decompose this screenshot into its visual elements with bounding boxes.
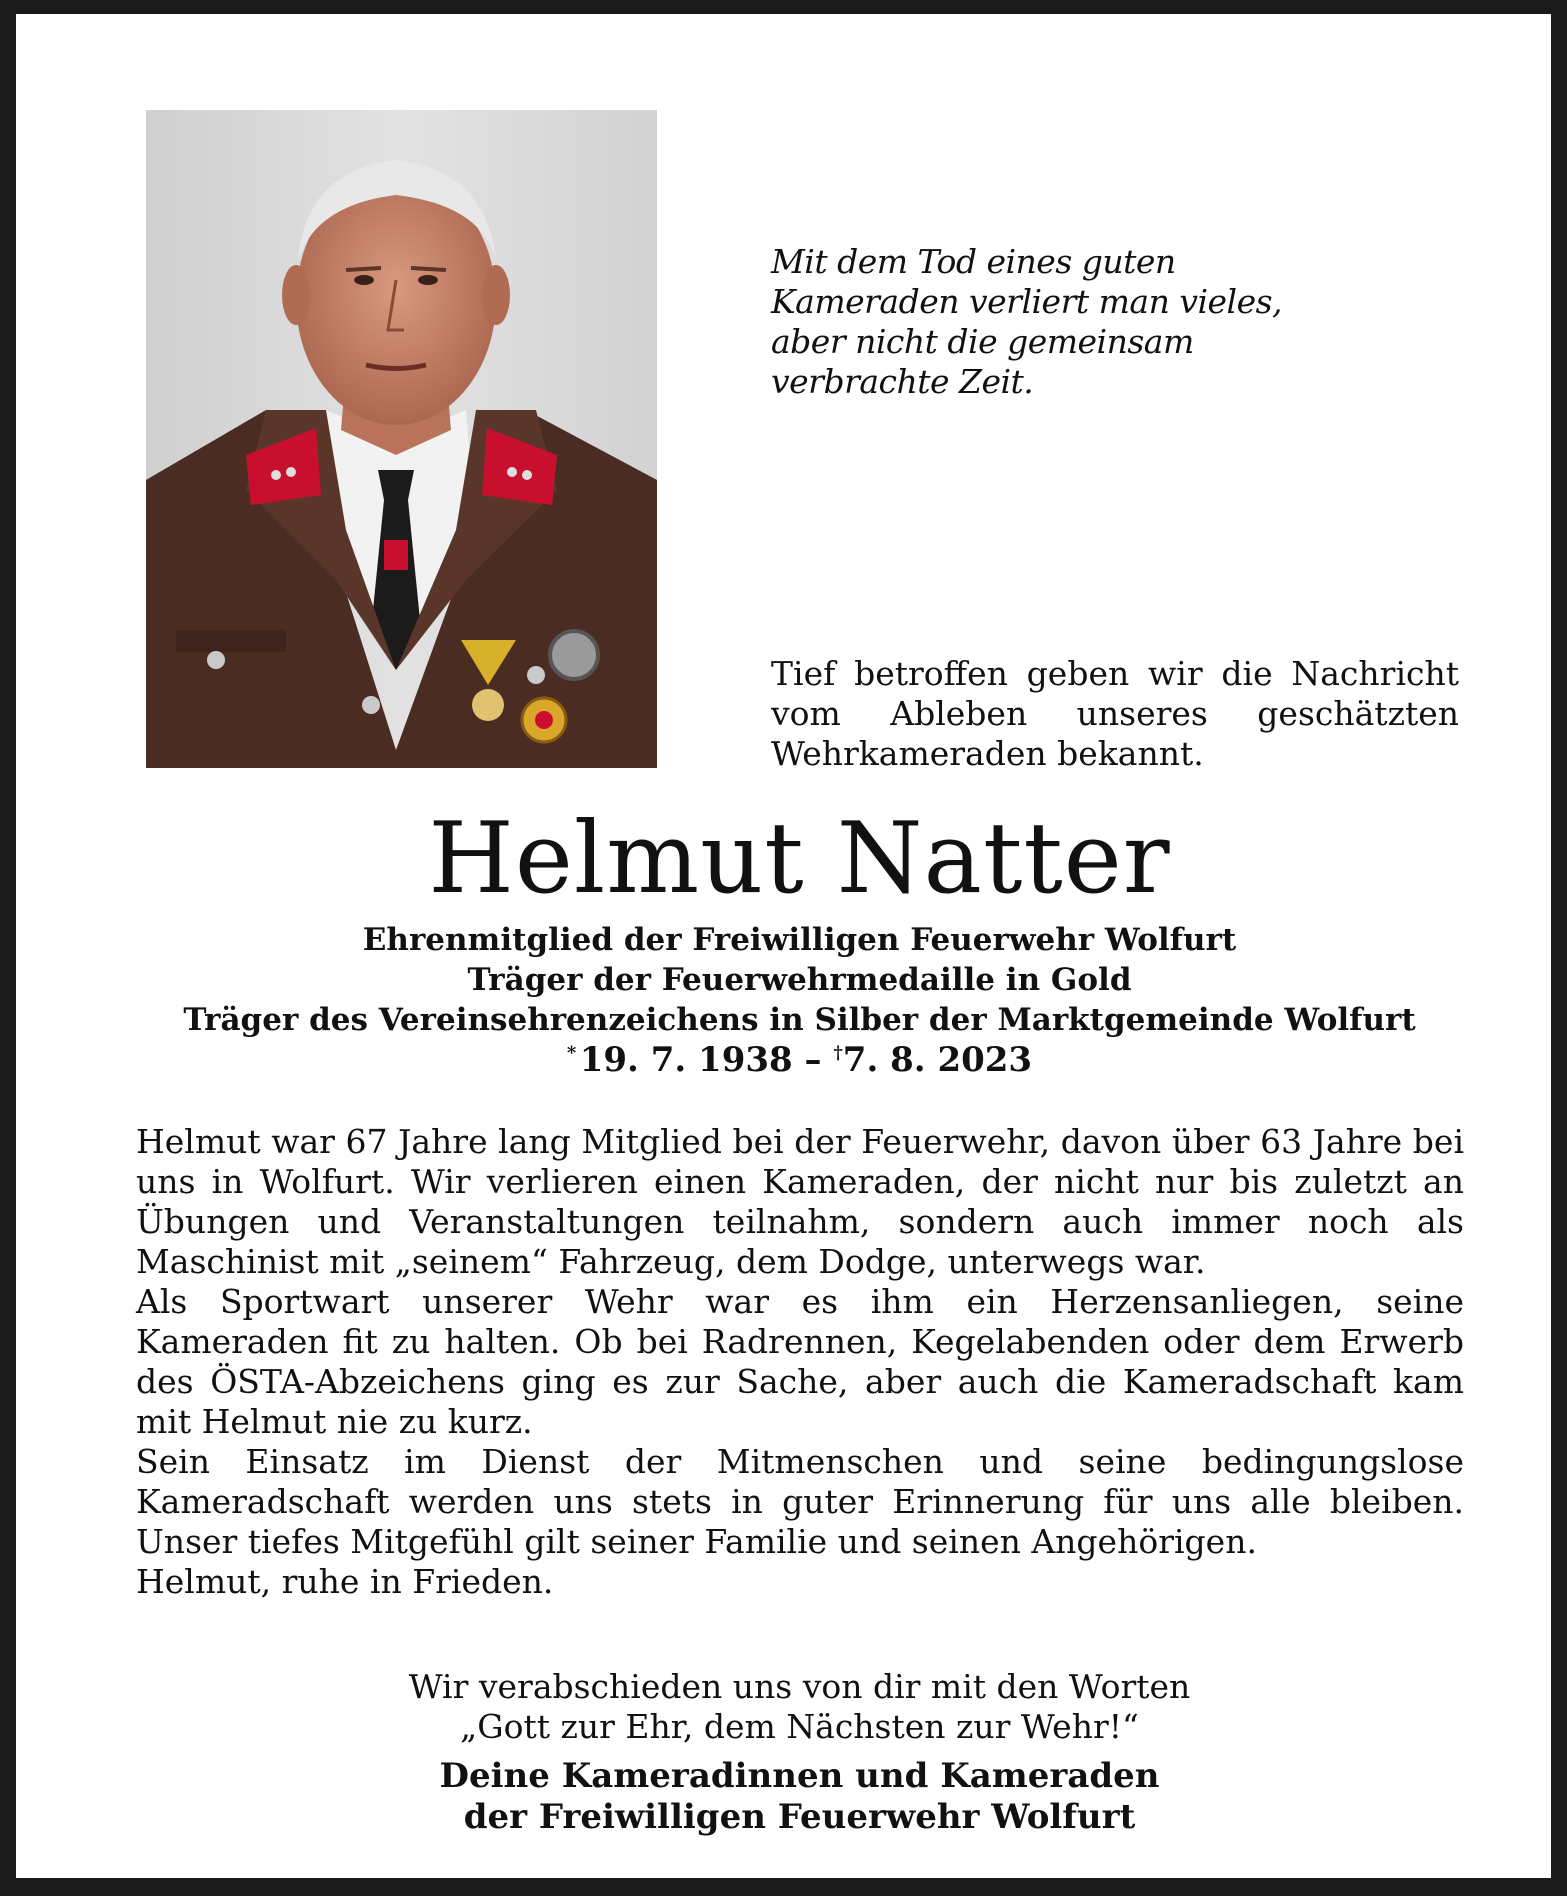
motto-line: verbrachte Zeit. — [771, 362, 1034, 401]
announcement-text: Tief betroffen geben wir die Nachricht vom Ableben unseres geschätzten Wehrkameraden bekannt. — [771, 654, 1459, 773]
body-paragraph: Sein Einsatz im Dienst der Mitmenschen und seine bedingungslose Kameradschaft werden uns stets in guter Erinnerung für uns alle bleiben. Unser tiefes Mitgefühl gilt seiner Familie und seinen Angehörigen. — [136, 1442, 1464, 1561]
title-line: Träger des Vereinsehrenzeichens in Silber der Marktgemeinde Wolfurt — [183, 1002, 1416, 1038]
body-paragraph: Helmut war 67 Jahre lang Mitglied bei der Feuerwehr, davon über 63 Jahre bei uns in Wolfurt. Wir verlieren einen Kameraden, der nicht nur bis zuletzt an Übungen und Veranstaltungen teilnahm, sondern auch immer noch als Maschinist mit „seinem“ Fahrzeug, dem Dodge, unterwegs war. — [136, 1122, 1464, 1281]
closing-line: Wir verabschieden uns von dir mit den Worten — [408, 1667, 1191, 1706]
honor-titles — [116, 920, 1483, 1080]
body-paragraph: Helmut, ruhe in Frieden. — [136, 1562, 554, 1601]
death-date: 7. 8. 2023 — [842, 1040, 1033, 1080]
birth-symbol: * — [566, 1042, 577, 1064]
portrait-photo — [146, 110, 657, 768]
death-symbol: † — [833, 1042, 843, 1064]
signature — [16, 1756, 1567, 1838]
obituary-body — [136, 1122, 1464, 1602]
body-paragraph: Als Sportwart unserer Wehr war es ihm ein Herzensanliegen, seine Kameraden fit zu halten. Ob bei Radrennen, Kegelabenden oder dem Erwerb des ÖSTA-Abzeichens ging es zur Sache, aber auch die Kameradschaft kam mit Helmut nie zu kurz. — [136, 1282, 1464, 1441]
closing-words — [16, 1667, 1567, 1747]
signature-line: der Freiwilligen Feuerwehr Wolfurt — [463, 1797, 1136, 1837]
portrait-illustration — [146, 110, 657, 768]
date-separator: – — [804, 1040, 822, 1080]
life-dates — [116, 1040, 1483, 1080]
deceased-name: Helmut Natter — [428, 802, 1171, 916]
birth-date: 19. 7. 1938 — [579, 1040, 793, 1080]
motto-line: Kameraden verliert man vieles, — [771, 282, 1283, 321]
title-line: Ehrenmitglied der Freiwilligen Feuerwehr Wolfurt — [362, 922, 1237, 958]
motto-line: aber nicht die gemeinsam — [771, 322, 1194, 361]
motto-quote — [771, 242, 1331, 402]
title-line: Träger der Feuerwehrmedaille in Gold — [467, 962, 1132, 998]
motto-line: Mit dem Tod eines guten — [771, 242, 1176, 281]
closing-line: „Gott zur Ehr, dem Nächsten zur Wehr!“ — [460, 1707, 1139, 1746]
signature-line: Deine Kameradinnen und Kameraden — [439, 1756, 1160, 1796]
